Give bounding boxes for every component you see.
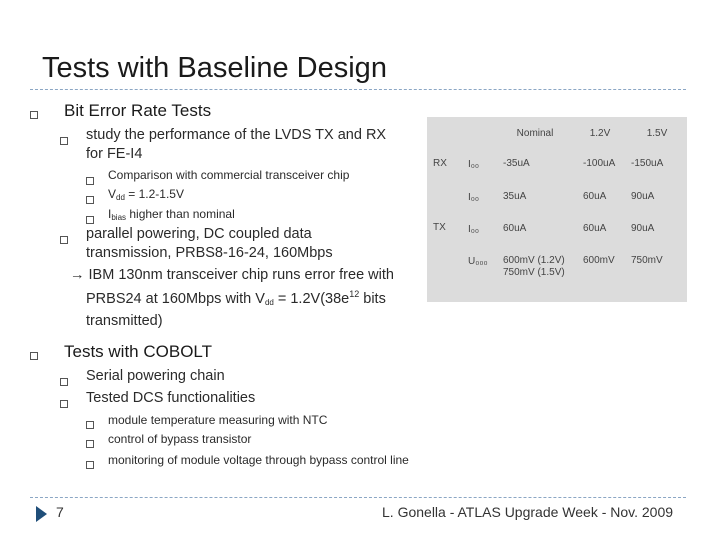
s1-result-line2 <box>70 285 415 312</box>
section2-bullet <box>30 347 38 365</box>
table-param: I₀₀ <box>468 159 480 170</box>
table-cell: -35uA <box>503 158 530 169</box>
table-cell: 750mV (1.5V) <box>503 267 565 278</box>
s1-sub1-text: Comparison with commercial transceiver chip <box>108 168 350 182</box>
s1-result-line1 <box>70 266 415 285</box>
section2-heading: Tests with COBOLT <box>64 342 212 361</box>
table-cell: 60uA <box>583 223 607 234</box>
arrow-right-icon: → <box>70 267 85 283</box>
table-cell: 60uA <box>503 223 527 234</box>
s1-result <box>70 266 415 331</box>
s2-sub2-text: control of bypass transistor <box>108 432 252 446</box>
s2-sub3-bullet <box>86 456 94 474</box>
s2-sub2-bullet <box>86 435 94 453</box>
s1-sub2-pre: V <box>108 187 117 201</box>
table-cell: -150uA <box>631 158 664 169</box>
table-param: I₀₀ <box>468 224 480 235</box>
table-header-1v5: 1.5V <box>646 128 668 139</box>
section1-heading: Bit Error Rate Tests <box>64 101 212 120</box>
s1-result-line2-sup: 12 <box>349 289 360 299</box>
s1-result-line2-post: bits <box>359 291 386 307</box>
s1-sub3-text <box>108 207 235 222</box>
s1-result-line2-pre: PRBS24 at 160Mbps with V <box>86 291 265 307</box>
s2-item2-text: Tested DCS functionalities <box>86 390 256 406</box>
table-cell: 90uA <box>631 191 655 202</box>
s1-sub3-post: higher than nominal <box>126 207 235 221</box>
s1-item2-line2: transmission, PRBS8-16-24, 160Mbps <box>86 245 333 261</box>
table-cell: 35uA <box>503 191 527 202</box>
table-cell: -100uA <box>583 158 616 169</box>
table-header-1v2: 1.2V <box>589 128 611 139</box>
s1-item1-line1: study the performance of the LVDS TX and RX <box>86 127 387 143</box>
s1-result-line1-text: IBM 130nm transceiver chip runs error free with <box>88 267 394 283</box>
s2-item1-bullet <box>60 373 68 391</box>
table-cell: 600mV <box>583 255 615 266</box>
s1-sub3-subscript: bias <box>111 213 127 222</box>
s2-item2-bullet <box>60 395 68 413</box>
page-number: 7 <box>56 504 64 520</box>
s1-sub3-pre: I <box>108 207 112 221</box>
s1-result-line2-mid: = 1.2V(38e <box>273 291 350 307</box>
s1-sub2-post: = 1.2-1.5V <box>124 187 184 201</box>
s1-sub2-subscript: dd <box>116 193 125 202</box>
s1-item1-line2: for FE-I4 <box>86 146 143 162</box>
s1-result-line3: transmitted) <box>86 313 163 329</box>
s1-sub1-bullet <box>86 172 94 190</box>
table-cell: 60uA <box>583 191 607 202</box>
s2-sub3-text: monitoring of module voltage through bypass control line <box>108 453 409 467</box>
s1-item1-bullet <box>60 132 68 150</box>
table-param: I₀₀ <box>468 192 480 203</box>
section1-bullet <box>30 106 38 124</box>
title-divider <box>30 89 686 90</box>
s2-sub1-bullet <box>86 416 94 434</box>
s1-item2-line1: parallel powering, DC coupled data <box>86 226 312 242</box>
slide-title: Tests with Baseline Design <box>42 52 387 84</box>
footer-divider <box>30 497 686 498</box>
footer-credit: L. Gonella - ATLAS Upgrade Week - Nov. 2009 <box>382 504 674 520</box>
s1-result-line2-sub: dd <box>264 298 274 307</box>
s1-item2-text <box>86 225 416 263</box>
table-group-rx: RX <box>433 158 447 169</box>
s1-item2-bullet <box>60 231 68 249</box>
s1-sub2-text <box>108 187 184 202</box>
table-cell: 90uA <box>631 223 655 234</box>
table-param: U₀₀₀ <box>468 256 488 267</box>
table-group-tx: TX <box>433 222 446 233</box>
table-cell: 750mV <box>631 255 663 266</box>
table-header-nominal: Nominal <box>516 128 554 139</box>
s2-item1-text: Serial powering chain <box>86 368 225 384</box>
s2-sub1-text: module temperature measuring with NTC <box>108 413 328 427</box>
s1-sub2-bullet <box>86 191 94 209</box>
play-arrow-icon <box>34 505 48 523</box>
s1-item1-text <box>86 126 416 164</box>
table-cell: 600mV (1.2V) <box>503 255 565 266</box>
